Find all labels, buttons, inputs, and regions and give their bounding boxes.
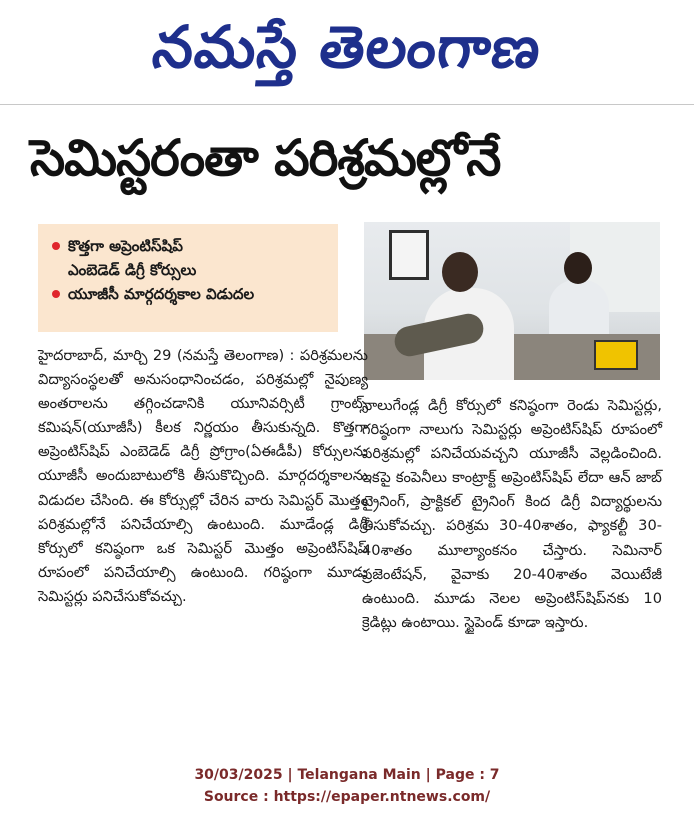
article-column-1 — [38, 344, 368, 609]
bullet-icon — [52, 242, 60, 250]
page-footer — [0, 764, 694, 808]
wall-frame — [389, 230, 429, 280]
article-headline: సెమిస్టరంతా పరిశ్రమల్లోనే — [30, 129, 501, 187]
footer-source-line: Source : https://epaper.ntnews.com/ — [203, 789, 491, 805]
highlight-text: యూజీసీ మార్గదర్శకాల విడుదల — [68, 285, 255, 303]
article-photo — [364, 222, 660, 380]
masthead-title: నమస్తే తెలంగాణ — [149, 13, 545, 81]
column-2-text: నాలుగేండ్ల డిగ్రీ కోర్సులో కనిష్ఠంగా రెండు సెమిస్టర్లు, గరిష్ఠంగా నాలుగు సెమిస్టర్లు అప్రెంటిస్‌షిప్ రూపంలో పరిశ్రమల్లో పనిచేయవచ్చని యూజీసీ వెల్లడించింది. ఇకపై కంపెనీలు కాంట్రాక్ట్ అప్రెంటిస్‌షిప్ లేదా ఆన్ జాబ్ ట్రైనింగ్, ప్రాక్టికల్ ట్రైనింగ్ కింద డిగ్రీ విద్యార్థులను తీసుకోవచ్చు. పరిశ్రమ 30-40శాతం, ఫ్యాకల్టీ 30-40శాతం మూల్యాంకనం చేస్తారు. సెమినార్ ప్రజెంటేషన్, వైవాకు 20-40శాతం వెయిటేజీ ఉంటుంది. మూడు నెలల అప్రెంటిస్‌షిప్‌నకు 10 క్రెడిట్లు ఉంటాయి. స్టైపెండ్ కూడా ఇస్తారు. — [362, 397, 662, 631]
highlight-text: ఎంబెడెడ్ డిగ్రీ కోర్సులు — [68, 261, 197, 279]
highlight-item — [52, 234, 328, 258]
highlight-item — [52, 282, 328, 306]
masthead-divider — [0, 104, 694, 105]
article-column-2 — [362, 394, 662, 635]
machine-equipment — [594, 340, 638, 370]
highlight-text: కొత్తగా అప్రెంటిస్‌షిప్ — [68, 237, 183, 255]
highlights-box — [38, 224, 338, 332]
footer-date-line: 30/03/2025 | Telangana Main | Page : 7 — [194, 767, 500, 783]
newspaper-masthead — [0, 2, 694, 92]
bullet-icon — [52, 290, 60, 298]
column-1-text: హైదరాబాద్, మార్చి 29 (నమస్తే తెలంగాణ) : పరిశ్రమలను విద్యాసంస్థలతో అనుసంధానించడం, పరిశ్రమల్లో నైపుణ్య అంతరాలను తగ్గించడానికి యూనివర్సిటీ గ్రాంట్స్ కమిషన్(యూజీసీ) కీలక నిర్ణయం తీసుకున్నది. కొత్తగా అప్రెంటిస్‌షిప్ ఎంబెడెడ్ డిగ్రీ ప్రోగ్రాం(ఏఈడీపీ) కోర్సులను యూజీసీ అందుబాటులోకి తీసుకొచ్చింది. మార్గదర్శకాలను విడుదల చేసింది. ఈ కోర్సుల్లో చేరిన వారు సెమిస్టర్ మొత్తం పరిశ్రమల్లోనే పనిచేయాల్సి ఉంటుంది. మూడేండ్ల డిగ్రీ కోర్సులో కనిష్ఠంగా ఒక సెమిస్టర్ మొత్తం అప్రెంటిస్‌షిప్ రూపంలో పనిచేయాల్సి ఉంటుంది. గరిష్ఠంగా మూడు సెమిస్టర్లు పనిచేసుకోవచ్చు. — [38, 347, 368, 605]
